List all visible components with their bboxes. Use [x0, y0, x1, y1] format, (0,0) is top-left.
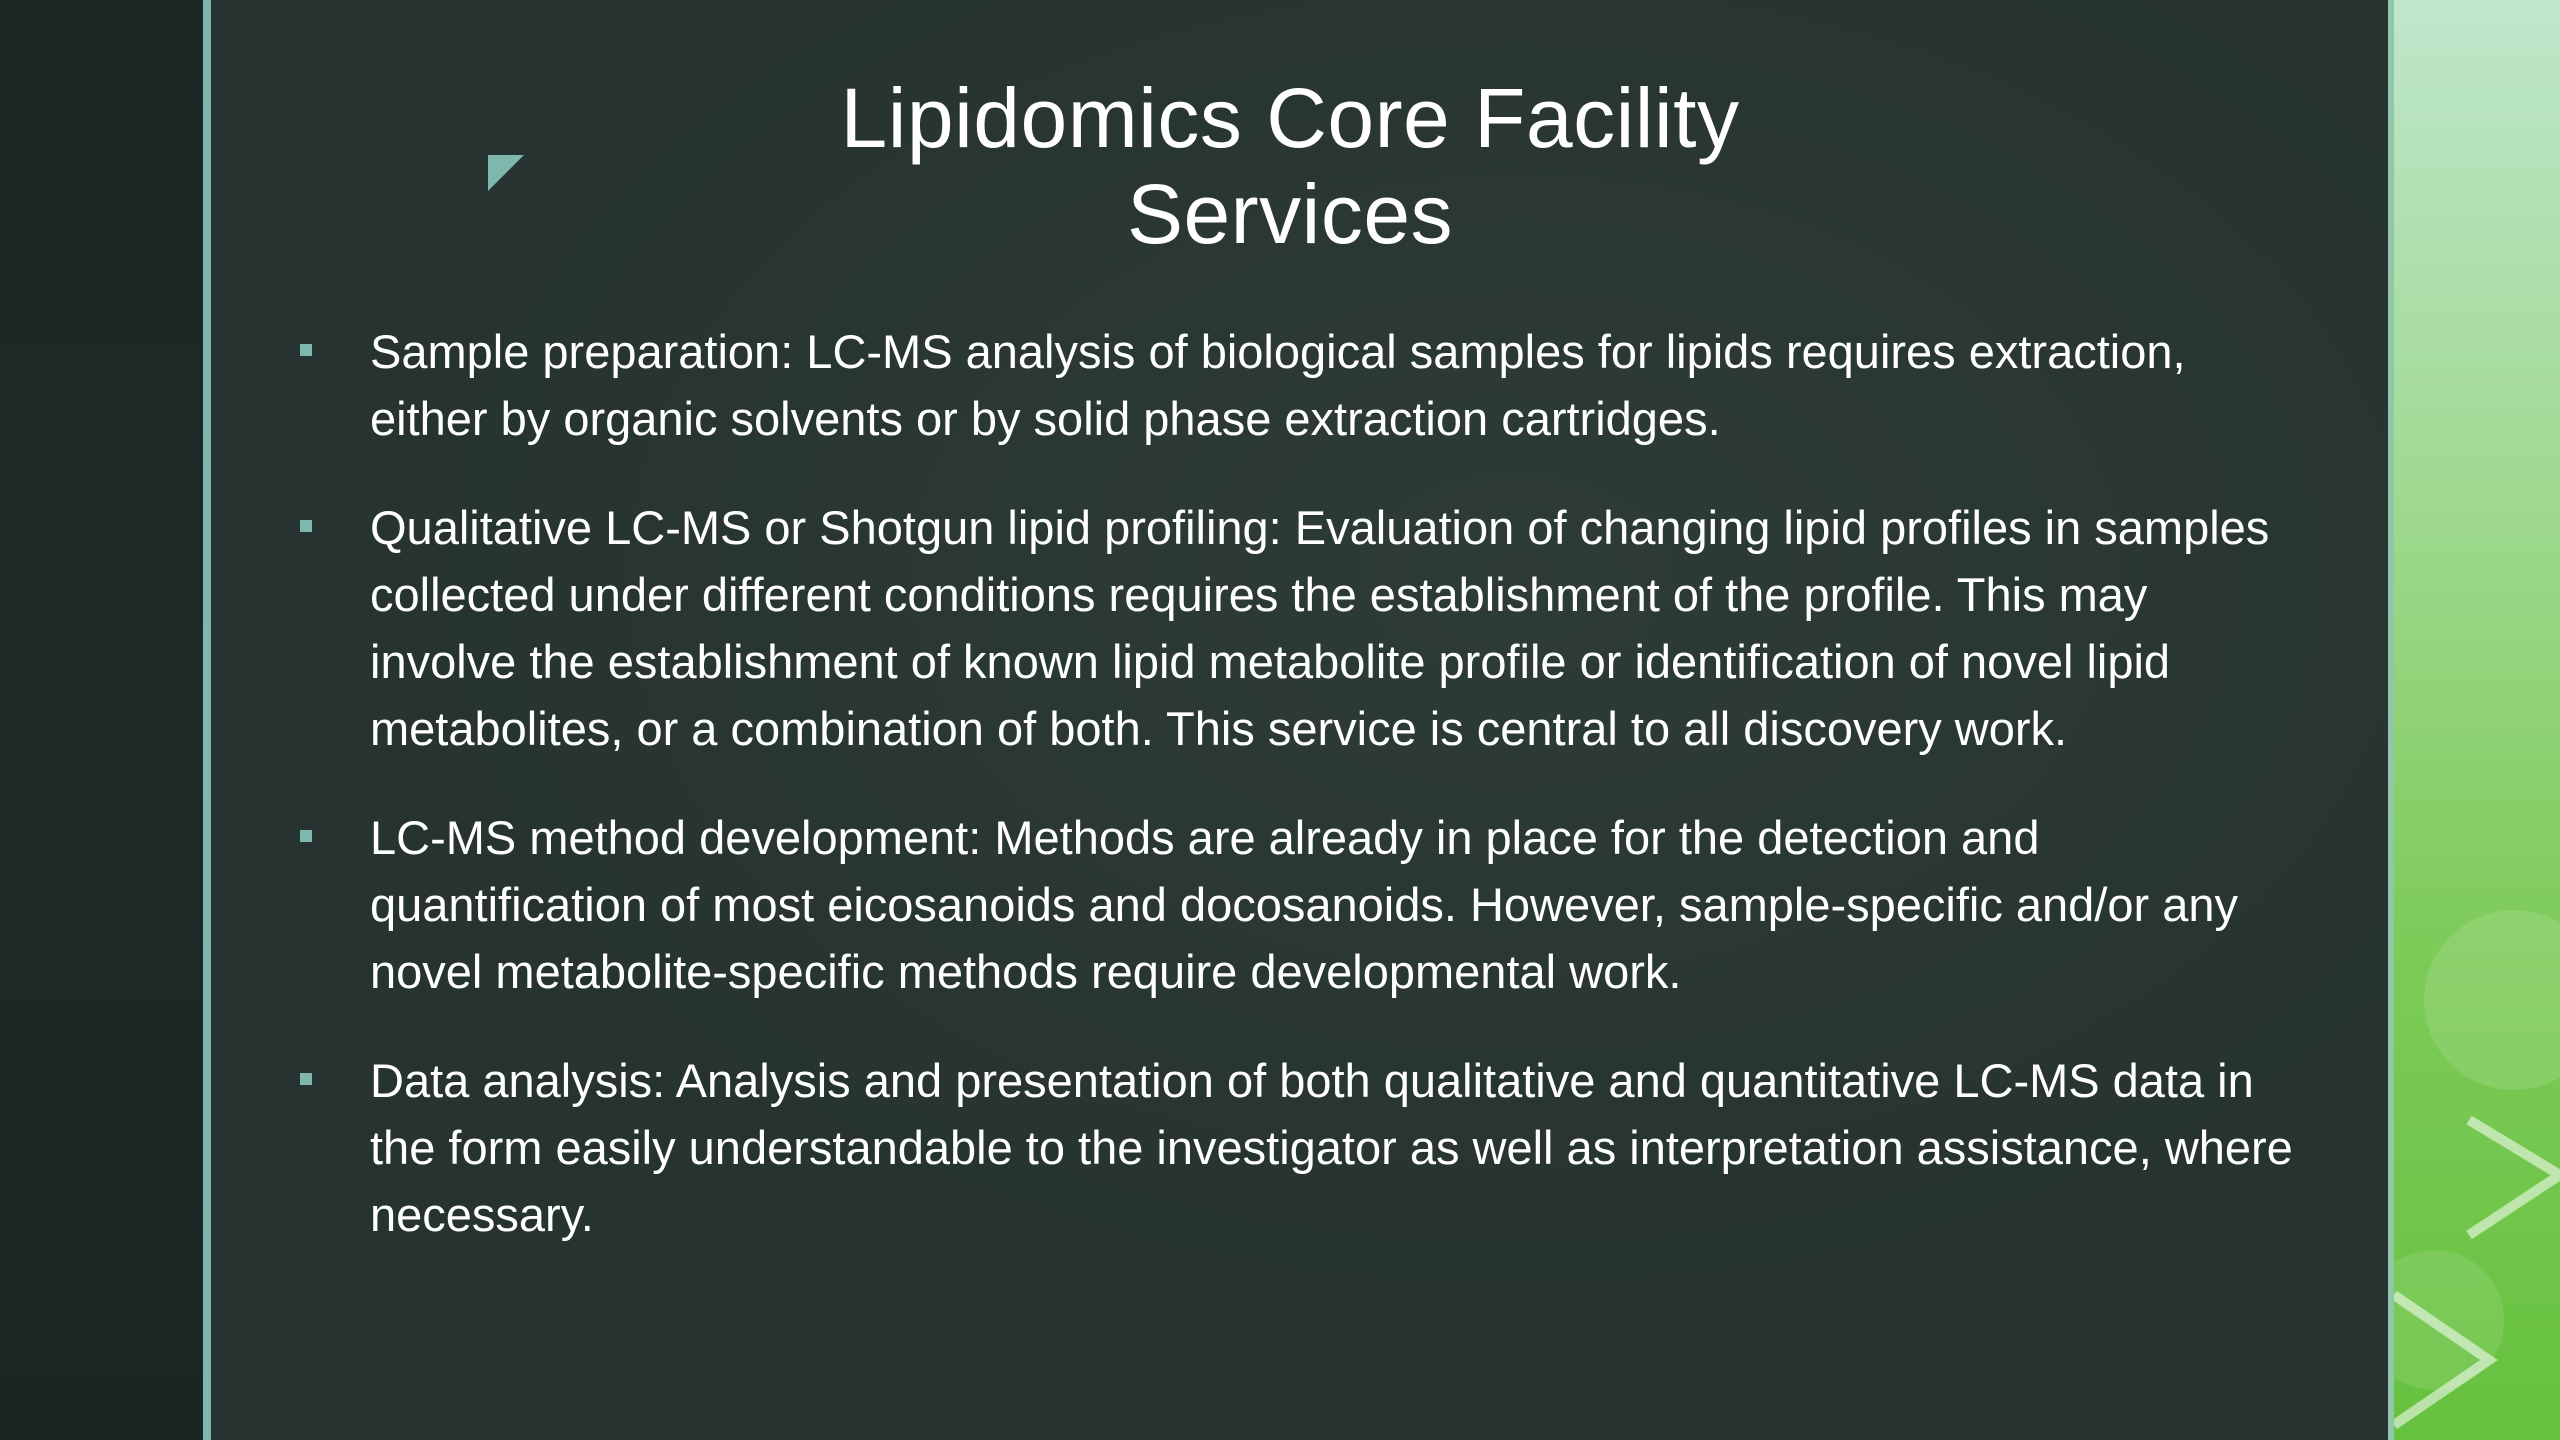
- square-bullet-icon: [300, 520, 312, 532]
- bullet-list: [300, 318, 2300, 1290]
- chevron-right-icon: [2394, 0, 2560, 1440]
- left-accent-line: [203, 0, 211, 1440]
- slide-title-line-1: Lipidomics Core Facility: [840, 71, 1740, 165]
- square-bullet-icon: [300, 830, 312, 842]
- bullet-item-qualitative-profiling: [300, 494, 2300, 762]
- bullet-item-method-development: [300, 804, 2300, 1005]
- corner-triangle-icon: [486, 153, 526, 193]
- square-bullet-icon: [300, 344, 312, 356]
- left-dark-band: [0, 0, 203, 1440]
- bullet-text: Sample preparation: LC-MS analysis of biological samples for lipids requires extraction, either by organic solvents or by solid phase extraction cartridges.: [370, 325, 2186, 445]
- bullet-item-data-analysis: [300, 1047, 2300, 1248]
- slide-title: [700, 70, 1880, 262]
- bullet-text: Data analysis: Analysis and presentation of both qualitative and quantitative LC-MS data in the form easily understandable to the investigator as well as interpretation assistance, where necessary.: [370, 1054, 2293, 1241]
- bullet-text: LC-MS method development: Methods are already in place for the detection and quantification of most eicosanoids and docosanoids. However, sample-specific and/or any novel metabolite-specific methods require developmental work.: [370, 811, 2238, 998]
- square-bullet-icon: [300, 1073, 312, 1085]
- slide-title-line-2: Services: [1126, 167, 1454, 261]
- bullet-item-sample-preparation: [300, 318, 2300, 452]
- right-green-band: [2394, 0, 2560, 1440]
- bullet-text: Qualitative LC-MS or Shotgun lipid profiling: Evaluation of changing lipid profiles in samples collected under different conditions requires the establishment of the profile. This may involve the establishment of known lipid metabolite profile or identification of novel lipid metabolites, or a combination of both. This service is central to all discovery work.: [370, 501, 2270, 755]
